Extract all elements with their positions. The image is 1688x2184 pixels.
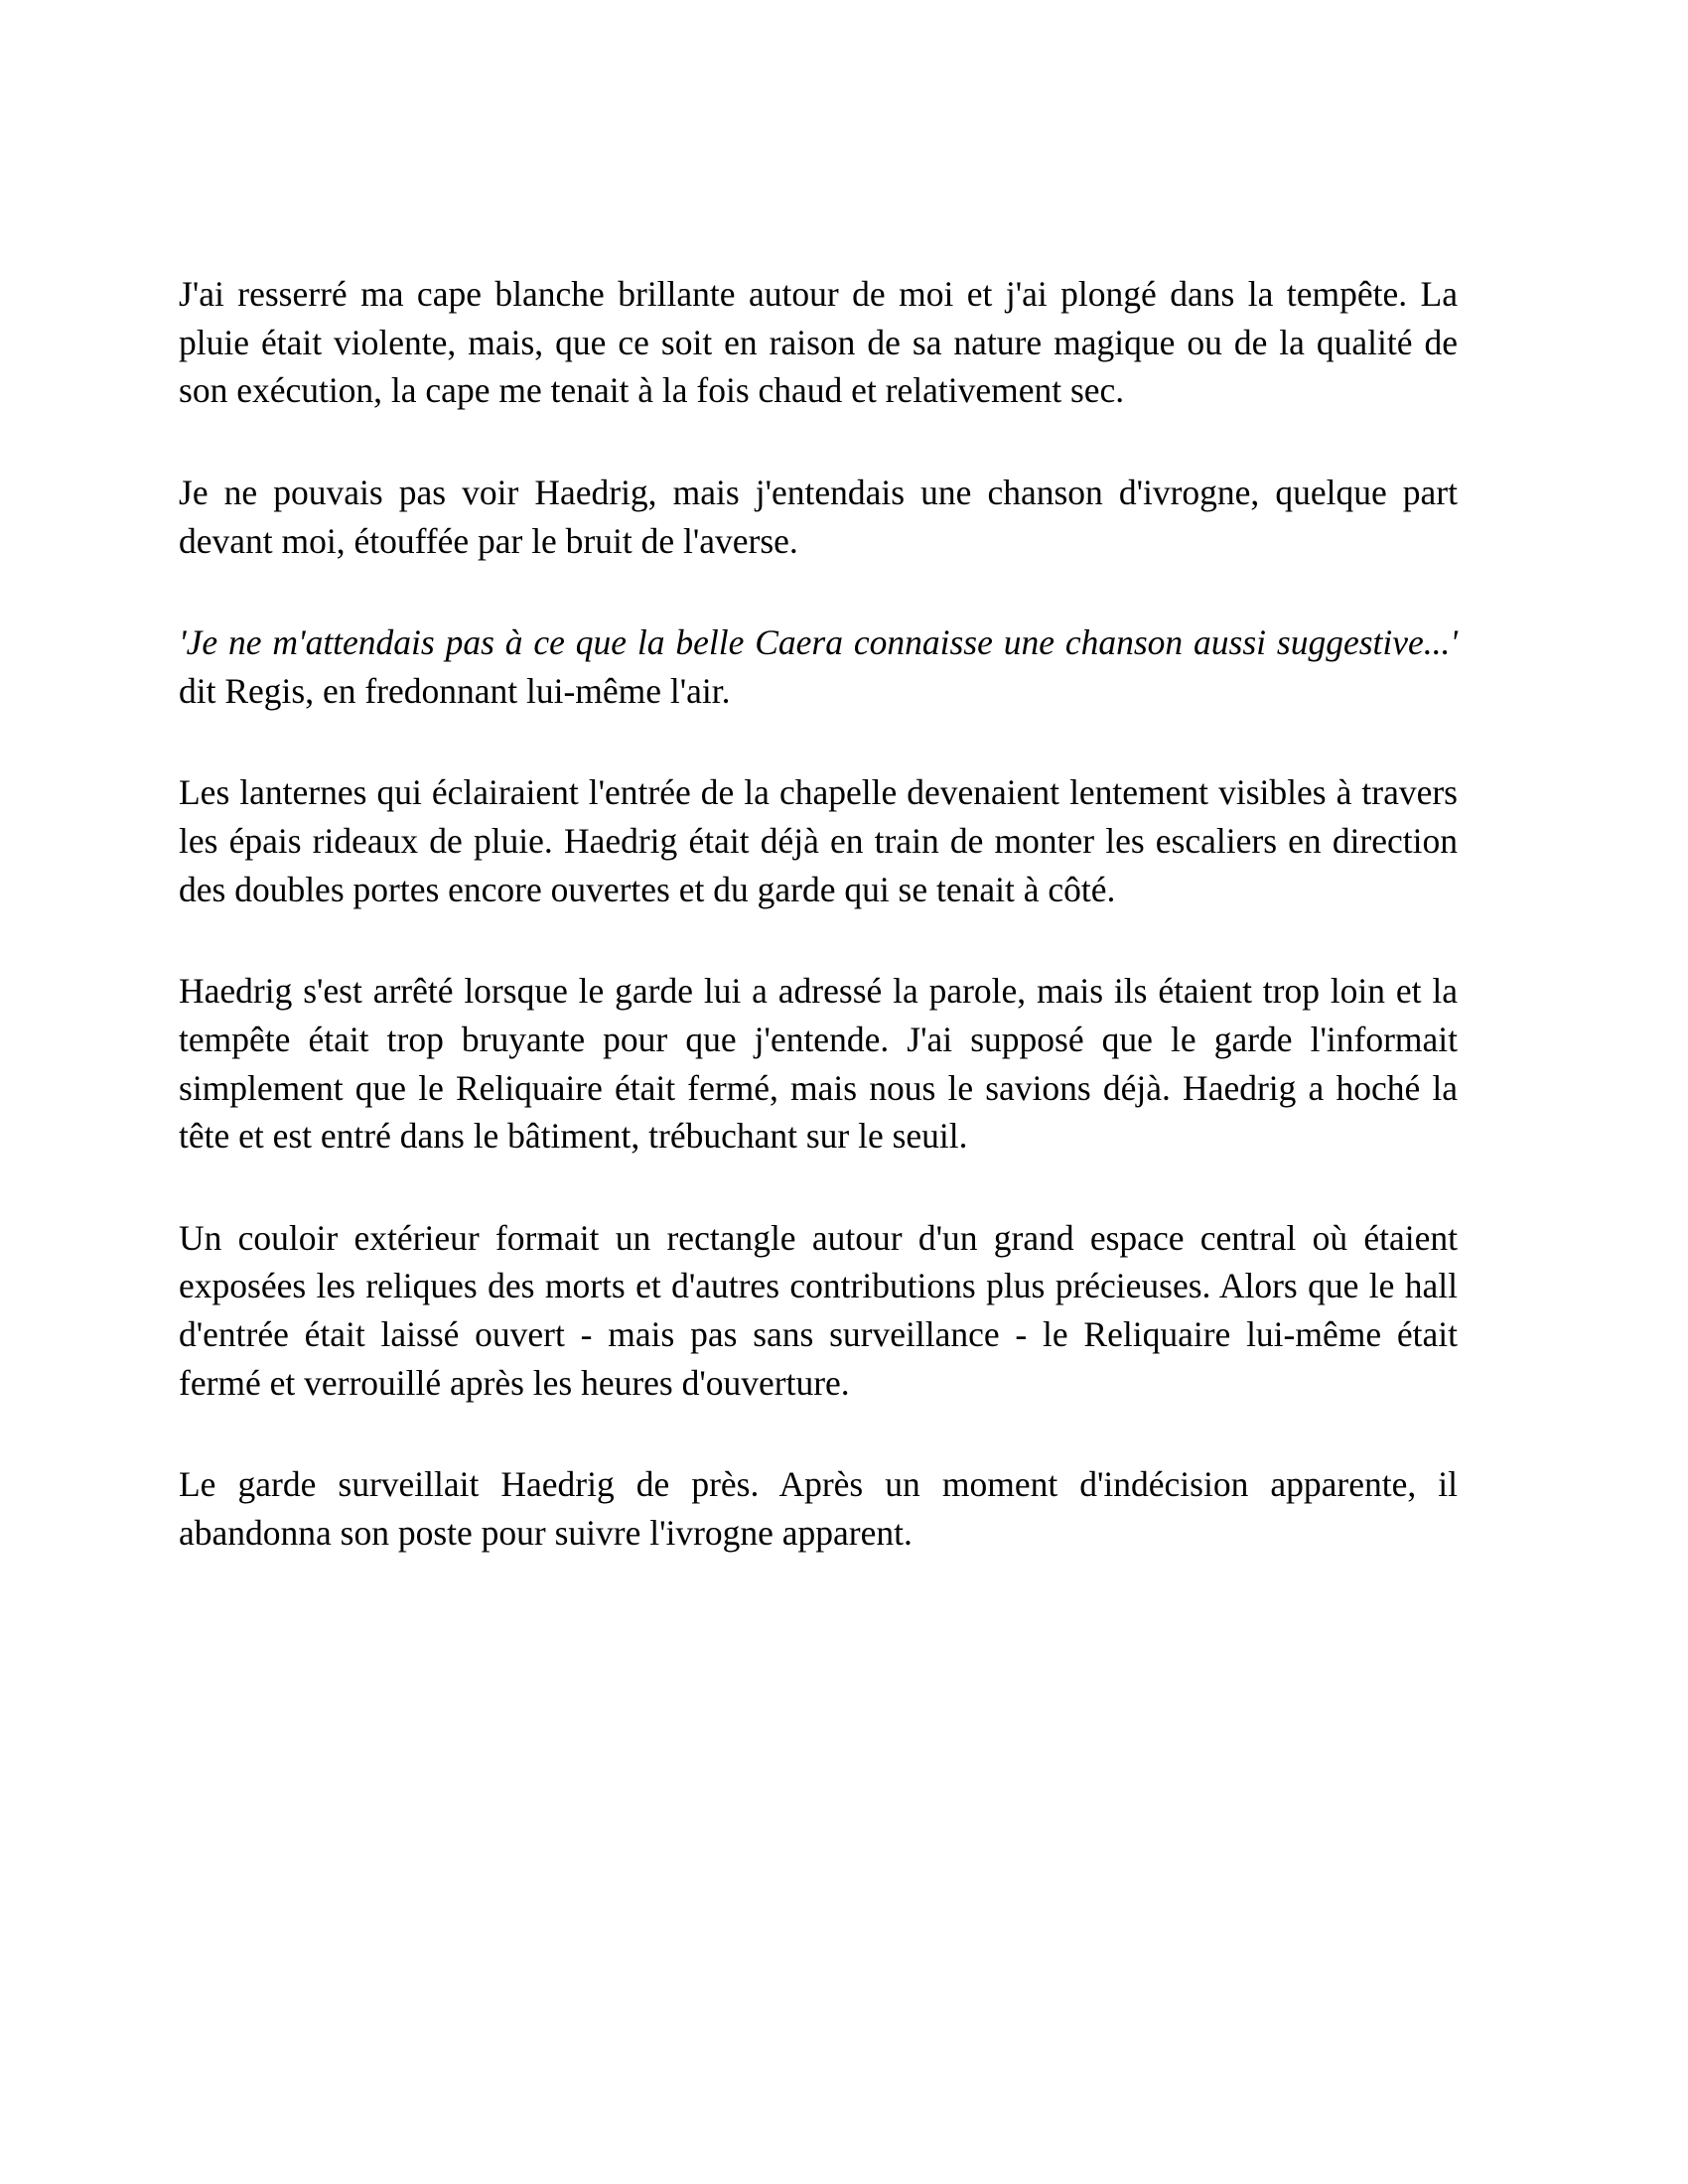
paragraph-7: Le garde surveillait Haedrig de près. Après un moment d'indécision apparente, il abandonna son poste pour suivre l'ivrogne apparent. bbox=[179, 1464, 1458, 1553]
paragraph-2: Je ne pouvais pas voir Haedrig, mais j'entendais une chanson d'ivrogne, quelque part devant moi, étouffée par le bruit de l'averse. bbox=[179, 472, 1458, 561]
paragraph-1: J'ai resserré ma cape blanche brillante autour de moi et j'ai plongé dans la tempête. La pluie était violente, mais, que ce soit en raison de sa nature magique ou de la qualité de son exécution, la cape me tenait à la fois chaud et relativement sec. bbox=[179, 274, 1458, 411]
paragraph-4: Les lanternes qui éclairaient l'entrée de la chapelle devenaient lentement visibles à travers les épais rideaux de pluie. Haedrig était déjà en train de monter les escaliers en direction des doubles portes encore ouvertes et du garde qui se tenait à côté. bbox=[179, 772, 1458, 909]
paragraph-5: Haedrig s'est arrêté lorsque le garde lui a adressé la parole, mais ils étaient trop loin et la tempête était trop bruyante pour que j'entende. J'ai supposé que le garde l'informait simplement que le Reliquaire était fermé, mais nous le savions déjà. Haedrig a hoché la tête et est entré dans le bâtiment, trébuchant sur le seuil. bbox=[179, 971, 1458, 1157]
dialogue-attribution: dit Regis, en fredonnant lui-même l'air. bbox=[179, 670, 731, 711]
paragraph-3 bbox=[179, 618, 1458, 715]
quoted-dialogue: 'Je ne m'attendais pas à ce que la belle Caera connaisse une chanson aussi suggestive...' bbox=[179, 622, 1458, 663]
paragraph-6: Un couloir extérieur formait un rectangle autour d'un grand espace central où étaient exposées les reliques des morts et d'autres contributions plus précieuses. Alors que le hall d'entrée était laissé ouvert - mais pas sans surveillance - le Reliquaire lui-même était fermé et verrouillé après les heures d'ouverture. bbox=[179, 1217, 1458, 1403]
document-body bbox=[179, 270, 1458, 1558]
